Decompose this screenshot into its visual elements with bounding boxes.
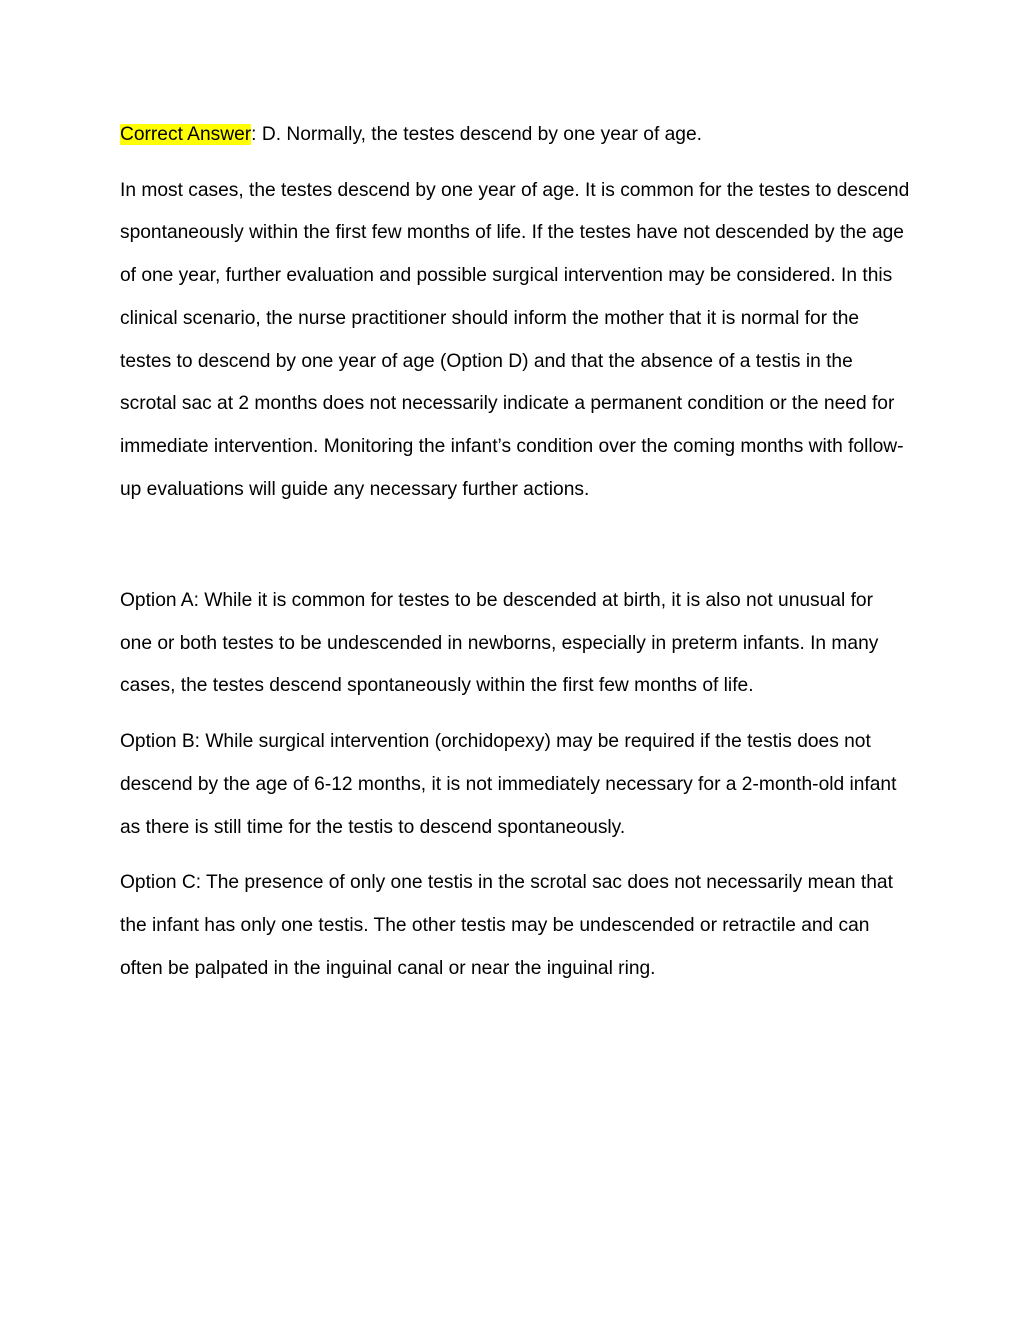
explanation-paragraph: In most cases, the testes descend by one year of age. It is common for the testes to descend spontaneously within the first few months of life. If the testes have not descended by the age of one year, further evaluation and possible surgical intervention may be considered. In this clinical scenario, the nurse practitioner should inform the mother that it is normal for the testes to descend by one year of age (Option D) and that the absence of a testis in the scrotal sac at 2 months does not necessarily indicate a permanent condition or the need for immediate intervention. Monitoring the infant’s condition over the coming months with follow-up evaluations will guide any necessary further actions. bbox=[120, 179, 910, 500]
correct-answer-label: Correct Answer bbox=[120, 124, 252, 145]
blank-line bbox=[120, 524, 910, 567]
correct-answer-text: D. Normally, the testes descend by one year of age. bbox=[256, 124, 702, 145]
option-a-paragraph: Option A: While it is common for testes to be descended at birth, it is also not unusual for one or both testes to be undescended in newborns, especially in preterm infants. In many cases, the testes descend spontaneously within the first few months of life. bbox=[120, 590, 879, 697]
document-page bbox=[120, 114, 910, 1003]
option-b-paragraph: Option B: While surgical intervention (orchidopexy) may be required if the testis does not descend by the age of 6-12 months, it is not immediately necessary for a 2-month-old infant as there is still time for the testis to descend spontaneously. bbox=[120, 731, 897, 838]
correct-answer-separator: : bbox=[251, 124, 257, 145]
correct-answer-paragraph bbox=[120, 114, 910, 157]
option-c-paragraph: Option C: The presence of only one testis in the scrotal sac does not necessarily mean that the infant has only one testis. The other testis may be undescended or retractile and can often be palpated in the inguinal canal or near the inguinal ring. bbox=[120, 872, 893, 979]
